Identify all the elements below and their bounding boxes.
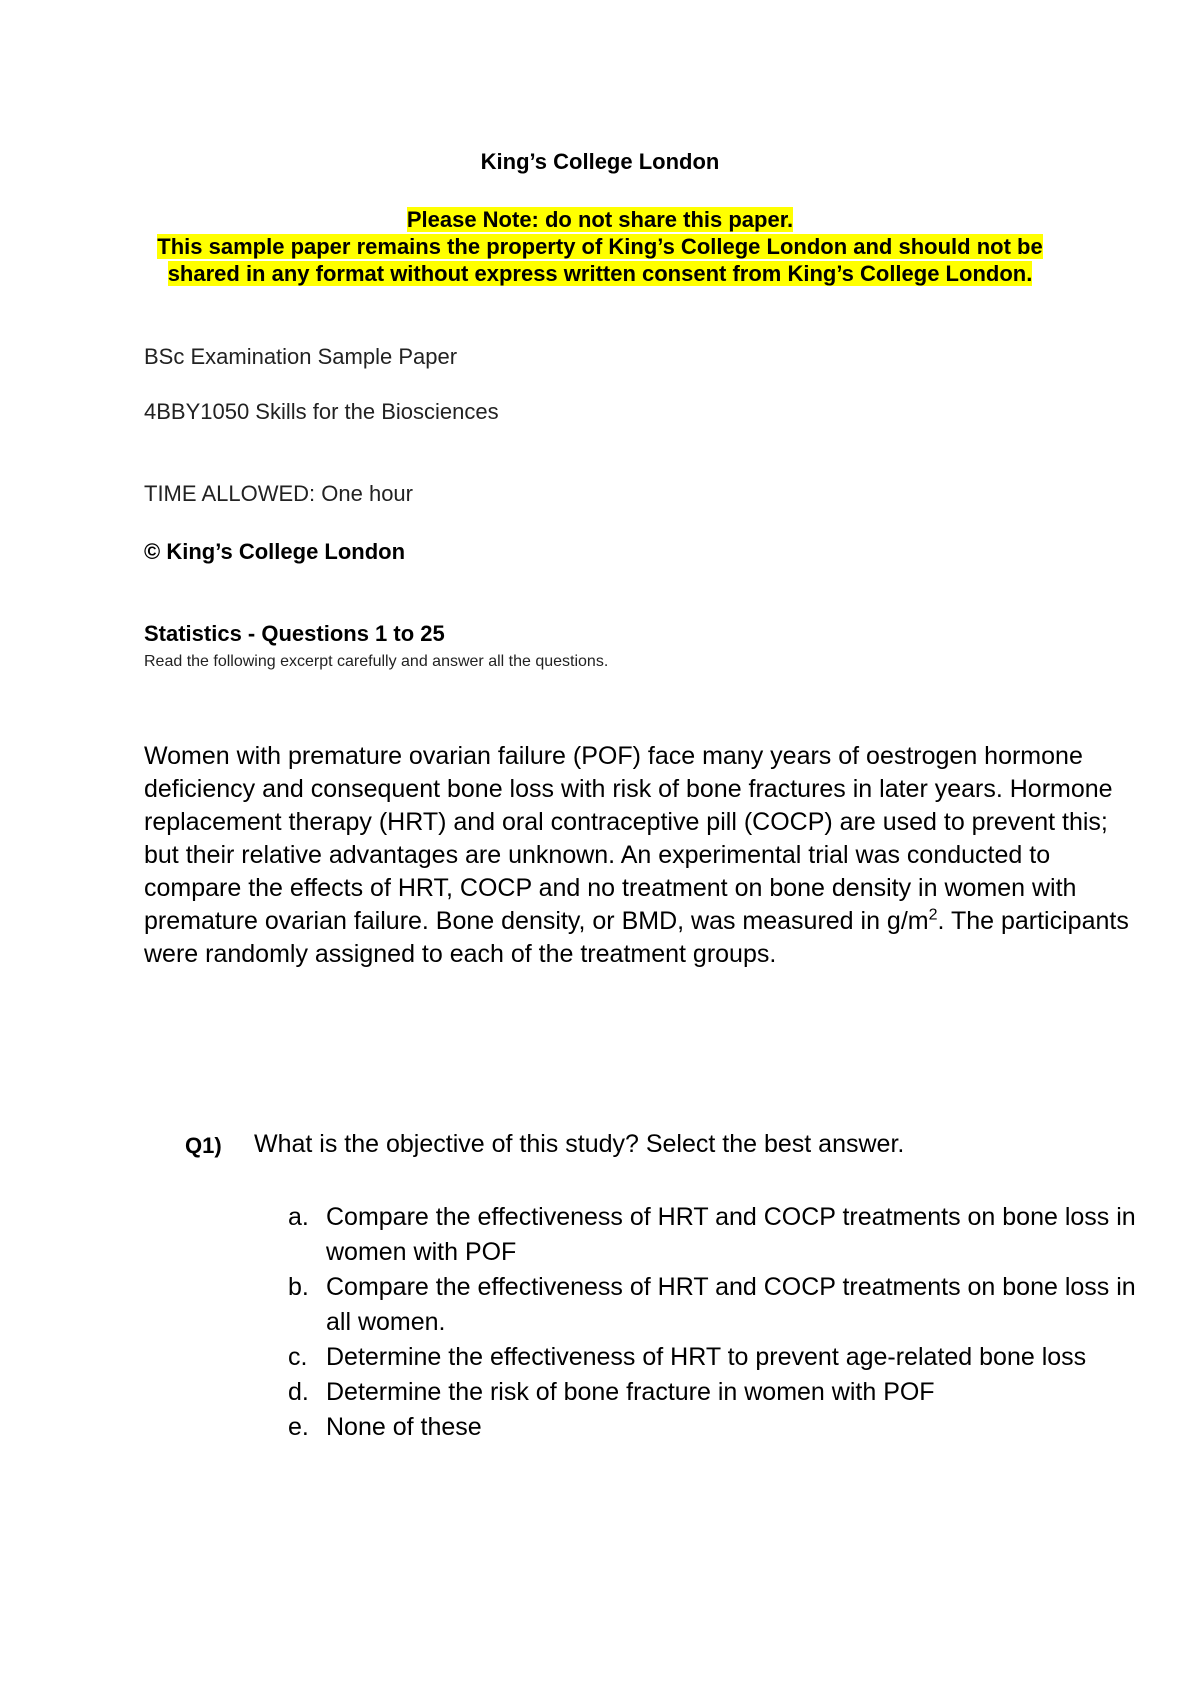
time-allowed: TIME ALLOWED: One hour xyxy=(144,481,413,506)
question-number: Q1) xyxy=(185,1133,222,1158)
excerpt-text: Women with premature ovarian failure (POF) face many years of oestrogen hormone deficiency and consequent bone loss with risk of bone fractures in later years. Hormone replacement therapy (HRT) and oral contraceptive pill (COCP) are used to prevent this; but their relative advantages are unknown. An experimental trial was conducted to compare the effects of HRT, COCP and no treatment on bone density in women with premature ovarian failure. Bone density, or BMD, was measured in g/m xyxy=(144,742,1113,935)
section-instruction: Read the following excerpt carefully and answer all the questions. xyxy=(144,653,609,670)
option-letter: b. xyxy=(288,1273,309,1301)
notice-line-1: Please Note: do not share this paper. xyxy=(406,207,794,232)
copyright-notice: © King’s College London xyxy=(144,539,406,564)
answer-options xyxy=(288,1200,1138,1445)
notice-line-3: shared in any format without express written consent from King’s College London. xyxy=(167,261,1033,286)
option-letter: c. xyxy=(288,1343,308,1371)
option-text: None of these xyxy=(326,1413,482,1441)
section-title: Statistics - Questions 1 to 25 xyxy=(144,621,445,646)
option-a xyxy=(288,1200,1138,1270)
option-letter: d. xyxy=(288,1378,309,1406)
confidentiality-notice xyxy=(120,206,1080,287)
option-text: Determine the risk of bone fracture in women with POF xyxy=(326,1378,935,1406)
module-title: 4BBY1050 Skills for the Biosciences xyxy=(144,399,499,424)
excerpt-superscript: 2 xyxy=(928,906,938,924)
option-c xyxy=(288,1340,1138,1375)
notice-line-2: This sample paper remains the property of King’s College London and should not be xyxy=(157,234,1043,259)
option-b xyxy=(288,1270,1138,1340)
option-text: Determine the effectiveness of HRT to prevent age-related bone loss xyxy=(326,1343,1087,1371)
option-text: Compare the effectiveness of HRT and COCP treatments on bone loss in all women. xyxy=(326,1273,1136,1336)
option-e xyxy=(288,1410,1138,1445)
study-excerpt xyxy=(144,740,1144,971)
question-text: What is the objective of this study? Select the best answer. xyxy=(254,1130,905,1158)
option-letter: e. xyxy=(288,1413,309,1441)
option-d xyxy=(288,1375,1138,1410)
option-letter: a. xyxy=(288,1203,309,1231)
excerpt-text-end: . The participants were randomly assigned to each of the treatment groups. xyxy=(144,907,1129,968)
exam-type: BSc Examination Sample Paper xyxy=(144,344,458,369)
option-text: Compare the effectiveness of HRT and COCP treatments on bone loss in women with POF xyxy=(326,1203,1136,1266)
college-title: King’s College London xyxy=(480,149,720,174)
